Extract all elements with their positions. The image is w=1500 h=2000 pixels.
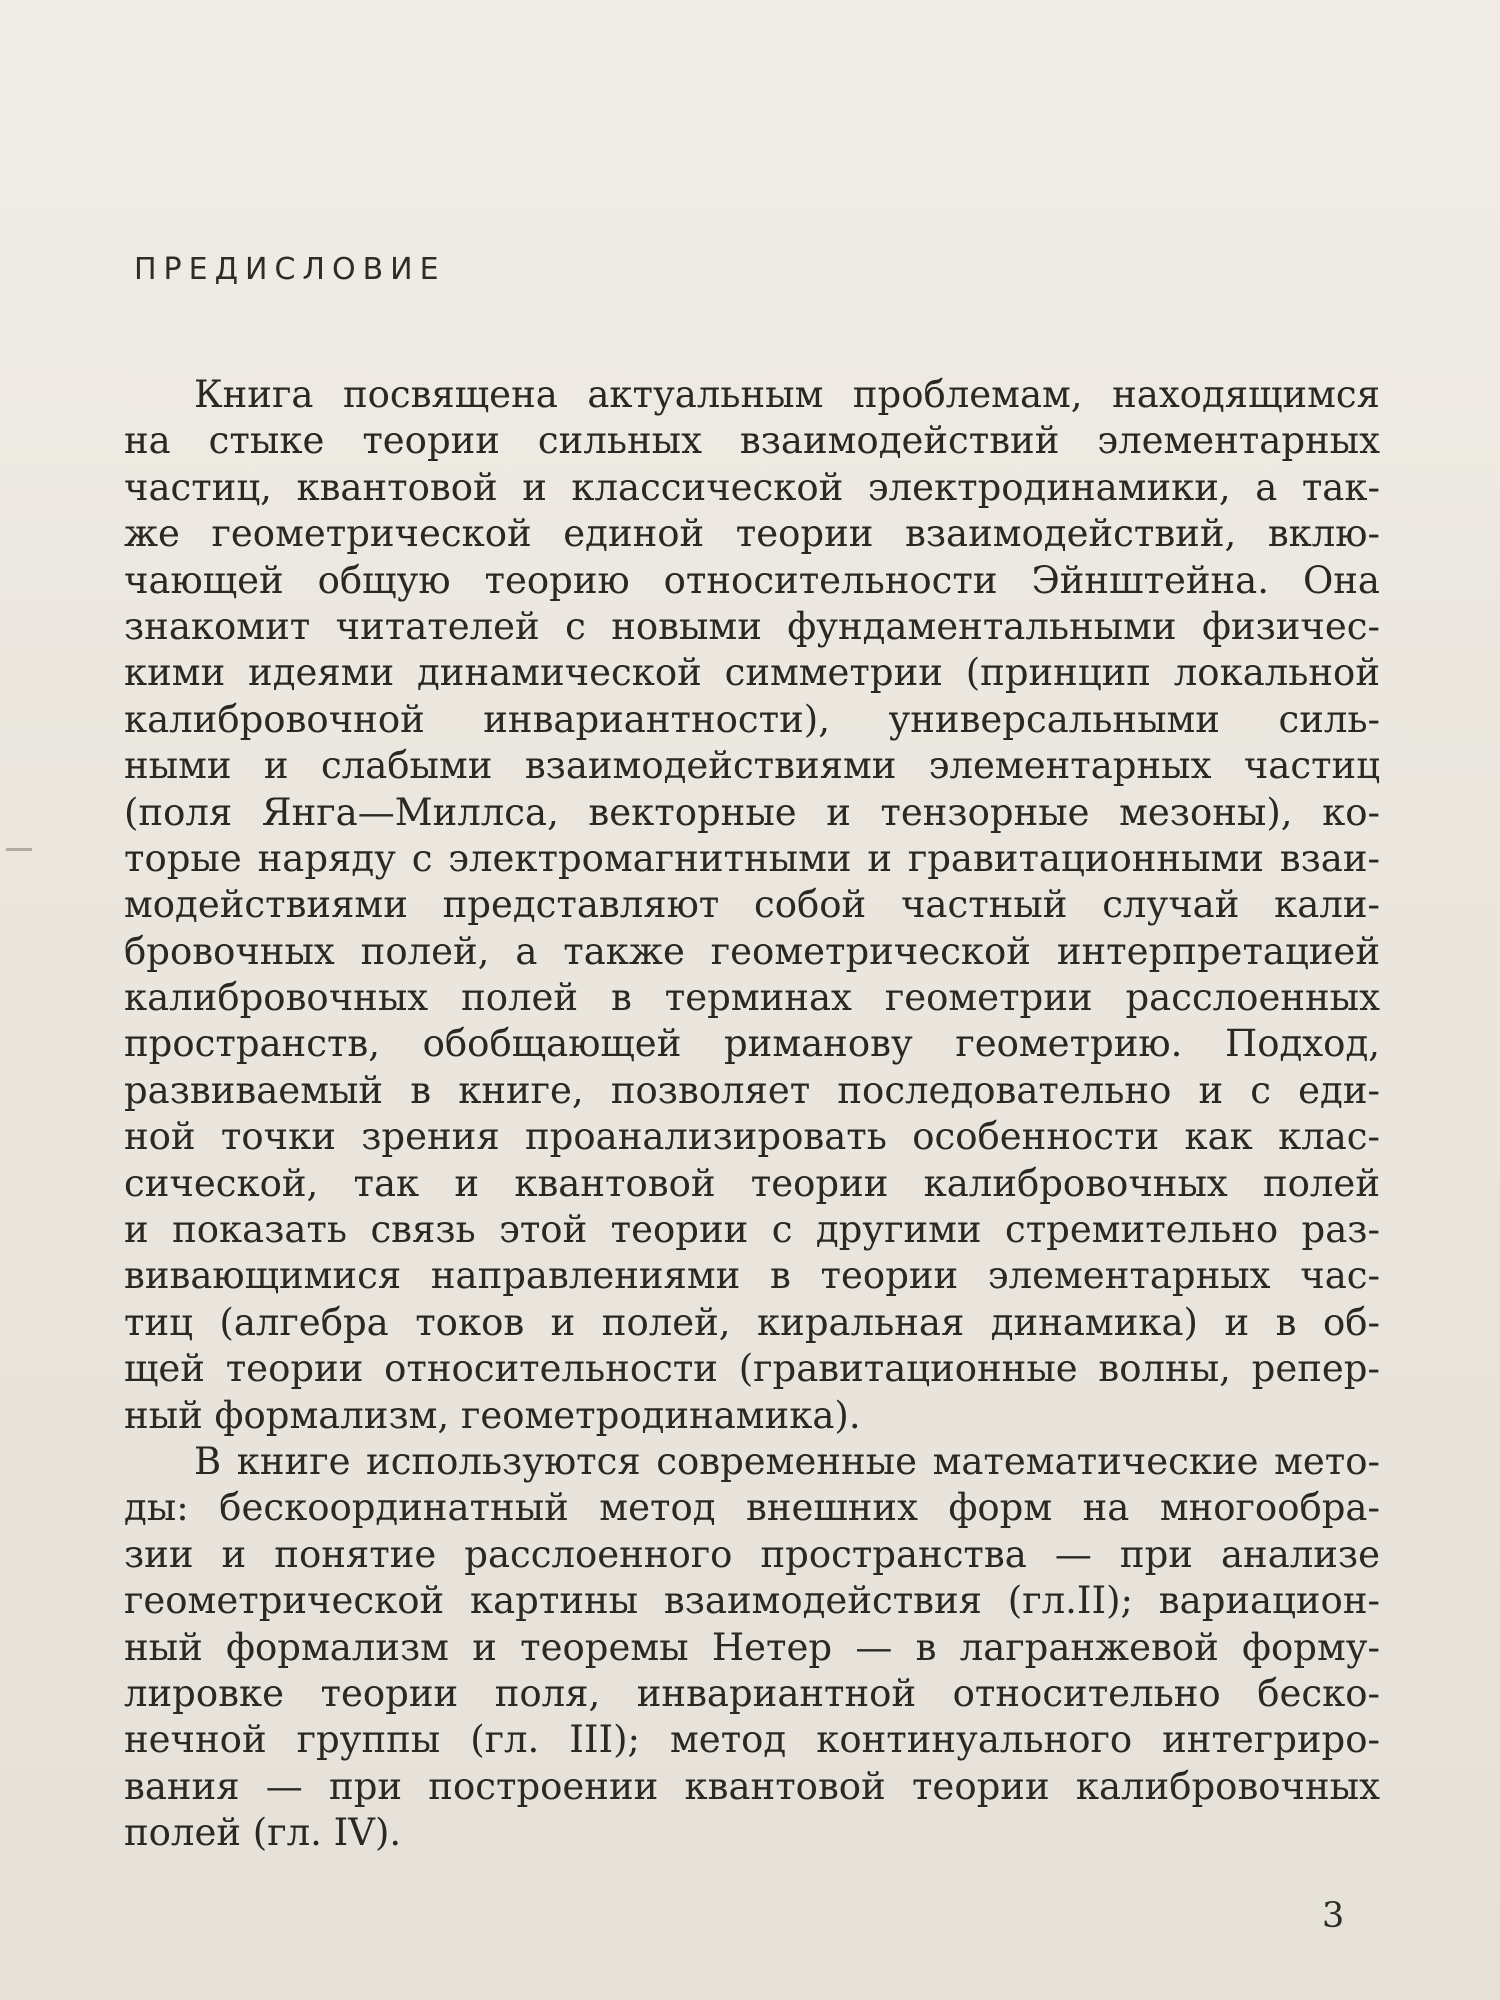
text-line: вивающимися направлениями в теории элементарных час-	[124, 1254, 1380, 1298]
text-line: В книге используются современные математические мето-	[194, 1439, 1380, 1483]
text-line: развиваемый в книге, позволяет последовательно и с еди-	[124, 1068, 1380, 1112]
text-line: чающей общую теорию относительности Эйнштейна. Она	[124, 558, 1380, 602]
text-line: же геометрической единой теории взаимодействий, вклю-	[124, 512, 1380, 556]
text-line: кими идеями динамической симметрии (принцип локальной	[124, 651, 1380, 695]
paragraph	[124, 1439, 1380, 1857]
text-line: сической, так и квантовой теории калибровочных полей	[124, 1161, 1380, 1205]
text-line: ными и слабыми взаимодействиями элементарных частиц	[124, 744, 1380, 788]
page-title: ПРЕДИСЛОВИЕ	[134, 252, 446, 287]
text-line: бровочных полей, а также геометрической интерпретацией	[124, 929, 1380, 973]
text-line: знакомит читателей с новыми фундаментальными физичес-	[124, 604, 1380, 648]
text-line: зии и понятие расслоенного пространства — при анализе	[124, 1532, 1380, 1576]
text-line: нечной группы (гл. III); метод континуального интегриро-	[124, 1718, 1380, 1762]
text-line: калибровочных полей в терминах геометрии расслоенных	[124, 976, 1380, 1020]
text-line: калибровочной инвариантности), универсальными силь-	[124, 697, 1380, 741]
text-line: тиц (алгебра токов и полей, киральная динамика) и в об-	[124, 1300, 1380, 1344]
margin-mark	[6, 848, 32, 851]
page-number: 3	[1322, 1896, 1345, 1936]
text-line: щей теории относительности (гравитационные волны, репер-	[124, 1347, 1380, 1391]
text-line: ный формализм, геометродинамика).	[124, 1393, 861, 1437]
text-line: частиц, квантовой и классической электродинамики, а так-	[124, 465, 1380, 509]
text-line: ной точки зрения проанализировать особенности как клас-	[124, 1115, 1380, 1159]
text-line: модействиями представляют собой частный случай кали-	[124, 883, 1380, 927]
paragraph	[124, 372, 1380, 1439]
text-line: ды: бескоординатный метод внешних форм на многообра-	[124, 1486, 1380, 1530]
text-line: ный формализм и теоремы Нетер — в лагранжевой форму-	[124, 1625, 1380, 1669]
text-line: и показать связь этой теории с другими стремительно раз-	[124, 1208, 1380, 1252]
text-line: геометрической картины взаимодействия (гл.II); вариацион-	[124, 1579, 1380, 1623]
body-text	[124, 372, 1380, 1857]
text-line: торые наряду с электромагнитными и гравитационными взаи-	[124, 836, 1380, 880]
text-line: (поля Янга—Миллса, векторные и тензорные мезоны), ко-	[124, 790, 1380, 834]
text-line: на стыке теории сильных взаимодействий элементарных	[124, 419, 1380, 463]
text-line: Книга посвящена актуальным проблемам, находящимся	[194, 373, 1380, 416]
text-line: лировке теории поля, инвариантной относительно беско-	[124, 1671, 1380, 1715]
text-line: вания — при построении квантовой теории калибровочных	[124, 1764, 1380, 1808]
text-line: пространств, обобщающей риманову геометрию. Подход,	[124, 1022, 1380, 1066]
text-line: полей (гл. IV).	[124, 1811, 402, 1855]
